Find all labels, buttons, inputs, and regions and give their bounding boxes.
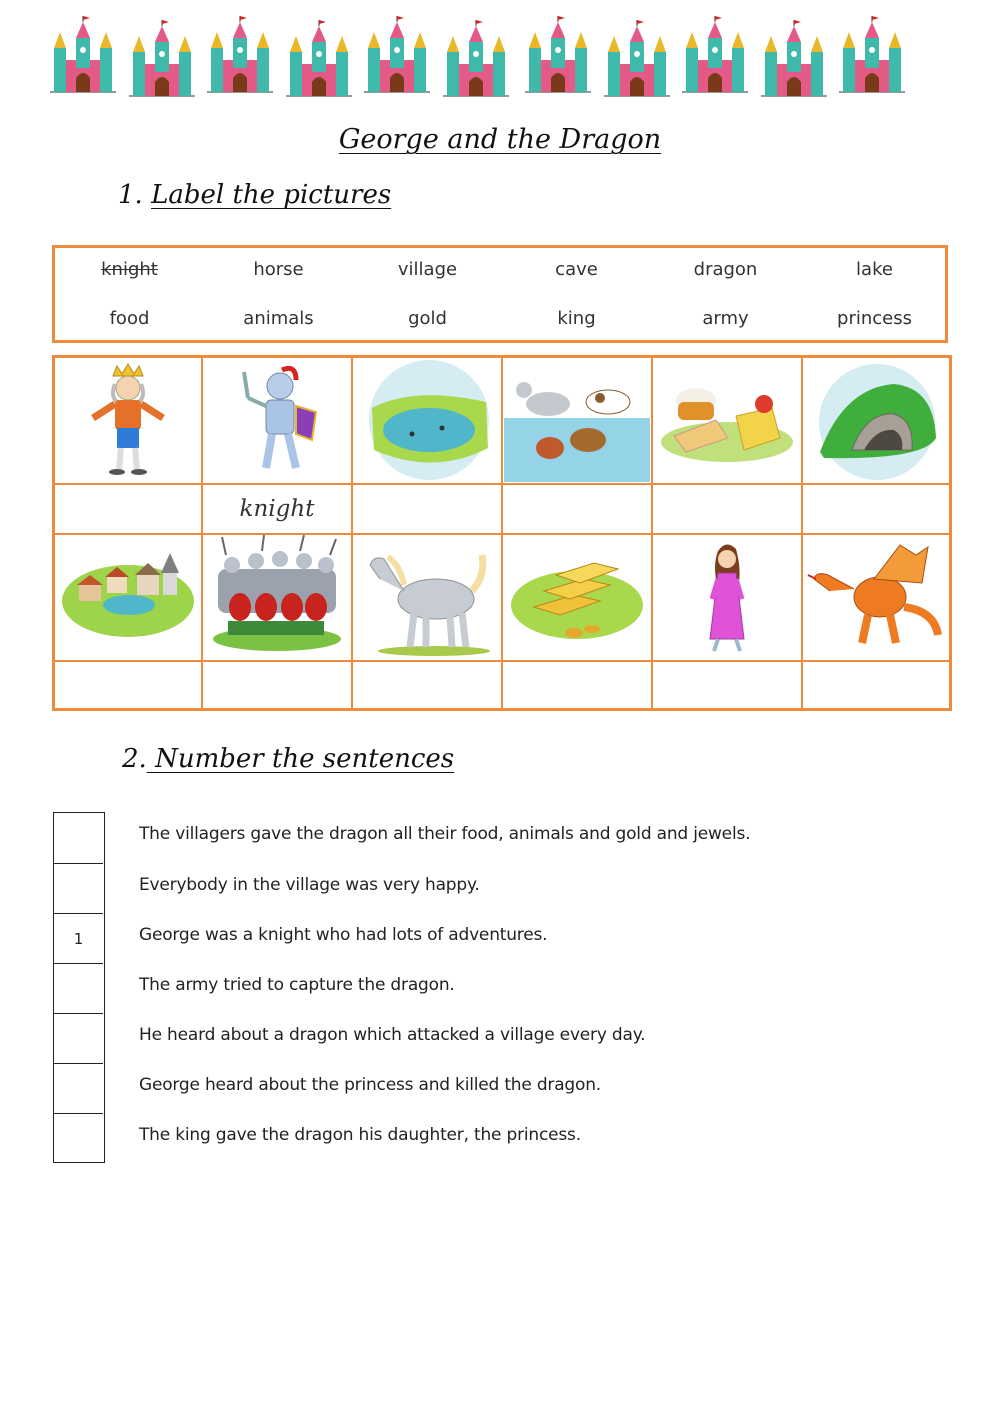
animals-picture — [504, 358, 650, 482]
answer-cell-2[interactable]: knight — [239, 496, 315, 522]
sentence-2: Everybody in the village was very happy. — [139, 875, 480, 895]
sentence-1: The villagers gave the dragon all their food, animals and gold and jewels. — [139, 824, 751, 844]
sentence-3: George was a knight who had lots of adventures. — [139, 925, 548, 945]
word-animals: animals — [243, 308, 314, 329]
answer-cell-8[interactable] — [204, 662, 350, 710]
food-picture — [654, 358, 800, 482]
number-box-6[interactable] — [54, 1063, 103, 1113]
number-box-2[interactable] — [54, 863, 103, 913]
section2-heading — [122, 744, 454, 774]
answer-cell-4[interactable] — [504, 485, 650, 533]
section2-heading-text: Number the sentences — [146, 744, 455, 774]
castle-icon — [207, 16, 273, 106]
princess-picture — [654, 535, 800, 659]
section1-heading-text: Label the pictures — [151, 180, 392, 210]
answer-cell-10[interactable] — [504, 662, 650, 710]
word-army: army — [702, 308, 749, 329]
answer-cell-11[interactable] — [654, 662, 800, 710]
castle-icon — [604, 20, 670, 110]
sentence-5: He heard about a dragon which attacked a village every day. — [139, 1025, 646, 1045]
castle-icon — [682, 16, 748, 106]
cave-picture — [804, 358, 950, 482]
answer-cell-7[interactable] — [55, 662, 201, 710]
castle-icon — [286, 20, 352, 110]
word-food: food — [109, 308, 150, 329]
section1-number: 1. — [118, 180, 143, 210]
castle-icon — [50, 16, 116, 106]
word-bank — [52, 245, 948, 343]
answer-cell-6[interactable] — [804, 485, 950, 533]
number-box-7[interactable] — [54, 1113, 103, 1163]
castle-icon — [525, 16, 591, 106]
word-lake: lake — [856, 259, 893, 280]
word-knight: knight — [101, 259, 158, 280]
word-dragon: dragon — [693, 259, 758, 280]
village-picture — [55, 535, 201, 659]
section2-number: 2. — [122, 744, 147, 774]
castle-border — [50, 14, 910, 106]
knight-picture — [204, 358, 350, 482]
word-village: village — [397, 259, 458, 280]
word-gold: gold — [408, 308, 447, 329]
castle-icon — [443, 20, 509, 110]
answer-cell-1[interactable] — [55, 485, 201, 533]
lake-picture — [354, 358, 500, 482]
number-box-3[interactable]: 1 — [54, 913, 103, 963]
castle-icon — [761, 20, 827, 110]
answer-cell-9[interactable] — [354, 662, 500, 710]
castle-icon — [364, 16, 430, 106]
castle-icon — [839, 16, 905, 106]
title-text: George and the Dragon — [338, 124, 662, 155]
horse-picture — [354, 535, 500, 659]
castle-icon — [129, 20, 195, 110]
sentence-4: The army tried to capture the dragon. — [139, 975, 455, 995]
number-box-4[interactable] — [54, 963, 103, 1013]
number-box-1[interactable] — [54, 813, 103, 863]
picture-grid — [52, 355, 952, 711]
word-horse: horse — [253, 259, 304, 280]
worksheet-title — [0, 124, 1000, 155]
answer-cell-5[interactable] — [654, 485, 800, 533]
word-king: king — [557, 308, 596, 329]
sentence-7: The king gave the dragon his daughter, the princess. — [139, 1125, 581, 1145]
sentence-6: George heard about the princess and killed the dragon. — [139, 1075, 601, 1095]
gold-picture — [504, 535, 650, 659]
number-box-5[interactable] — [54, 1013, 103, 1063]
word-cave: cave — [555, 259, 598, 280]
section1-heading — [118, 180, 391, 210]
answer-cell-3[interactable] — [354, 485, 500, 533]
dragon-picture — [804, 535, 950, 659]
king-picture — [55, 358, 201, 482]
army-picture — [204, 535, 350, 659]
word-princess: princess — [837, 308, 912, 329]
answer-cell-12[interactable] — [804, 662, 950, 710]
number-boxes — [53, 812, 105, 1163]
